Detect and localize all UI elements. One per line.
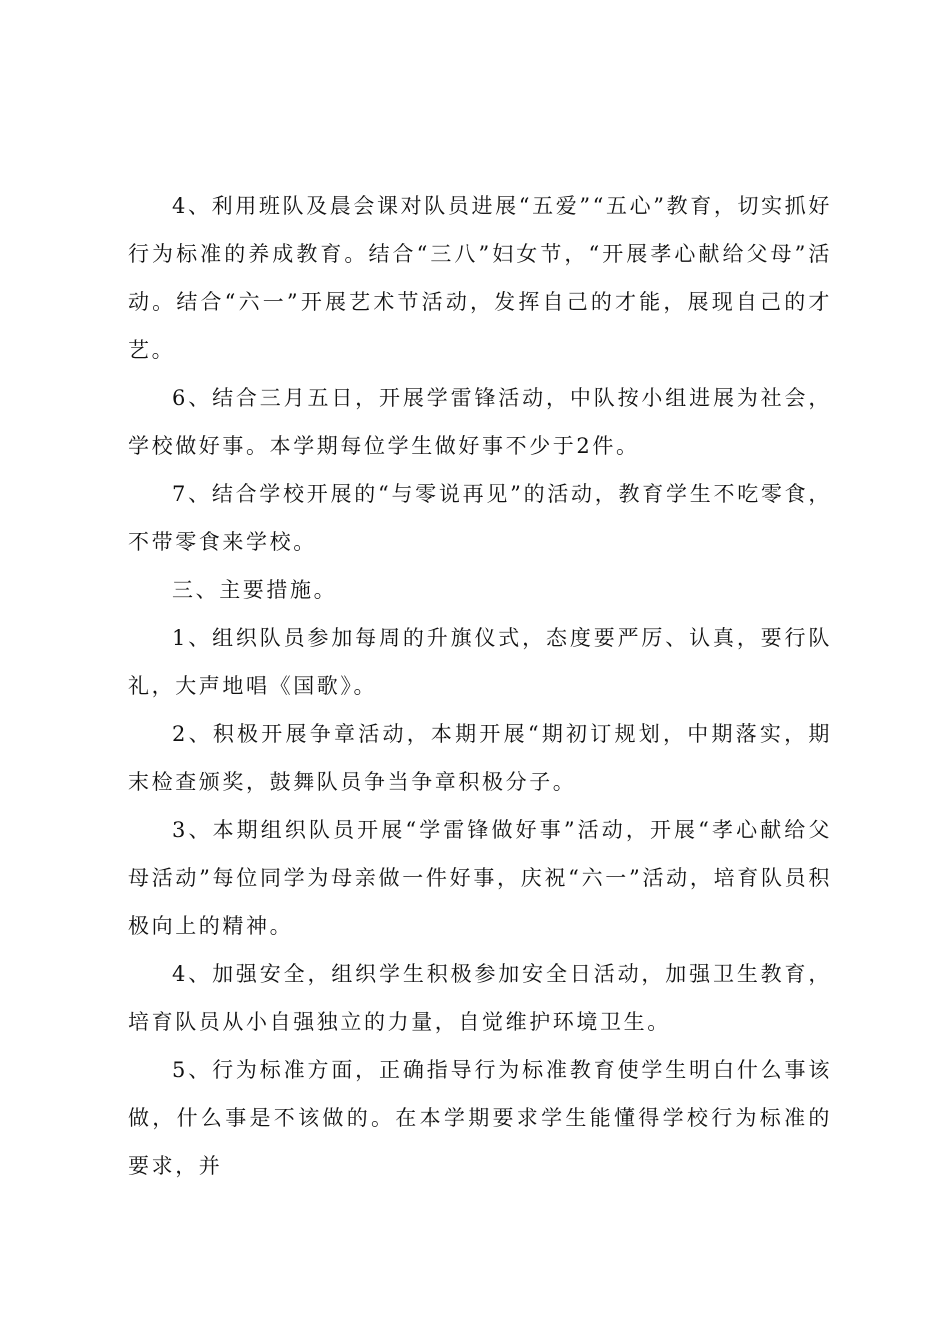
paragraph-measure-4-safety: 4、加强安全，组织学生积极参加安全日活动，加强卫生教育，培育队员从小自强独立的力量，自觉维护环境卫生。	[128, 962, 832, 1034]
document-body	[128, 182, 832, 1190]
paragraph-item-7-no-snacks: 7、结合学校开展的“与零说再见”的活动，教育学生不吃零食，不带零食来学校。	[128, 482, 832, 554]
paragraph-measure-1-flag-ceremony: 1、组织队员参加每周的升旗仪式，态度要严厉、认真，要行队礼，大声地唱《国歌》。	[128, 626, 832, 698]
paragraph-measure-3-good-deeds: 3、本期组织队员开展“学雷锋做好事”活动，开展“孝心献给父母活动”每位同学为母亲做一件好事，庆祝“六一”活动，培育队员积极向上的精神。	[128, 818, 832, 938]
paragraph-item-4-love: 4、利用班队及晨会课对队员进展“五爱”“五心”教育，切实抓好行为标准的养成教育。结合“三八”妇女节，“开展孝心献给父母”活动。结合“六一”开展艺术节活动，发挥自己的才能，展现自己的才艺。	[128, 194, 832, 362]
paragraph-measure-5-behavior-standards: 5、行为标准方面，正确指导行为标准教育使学生明白什么事该做，什么事是不该做的。在本学期要求学生能懂得学校行为标准的要求，并	[128, 1058, 832, 1178]
section-heading-main-measures: 三、主要措施。	[172, 578, 338, 602]
paragraph-measure-2-badge-activity: 2、积极开展争章活动，本期开展“期初订规划，中期落实，期末检查颁奖，鼓舞队员争当争章积极分子。	[128, 722, 832, 794]
paragraph-item-6-lei-feng: 6、结合三月五日，开展学雷锋活动，中队按小组进展为社会，学校做好事。本学期每位学生做好事不少于2件。	[128, 386, 832, 458]
